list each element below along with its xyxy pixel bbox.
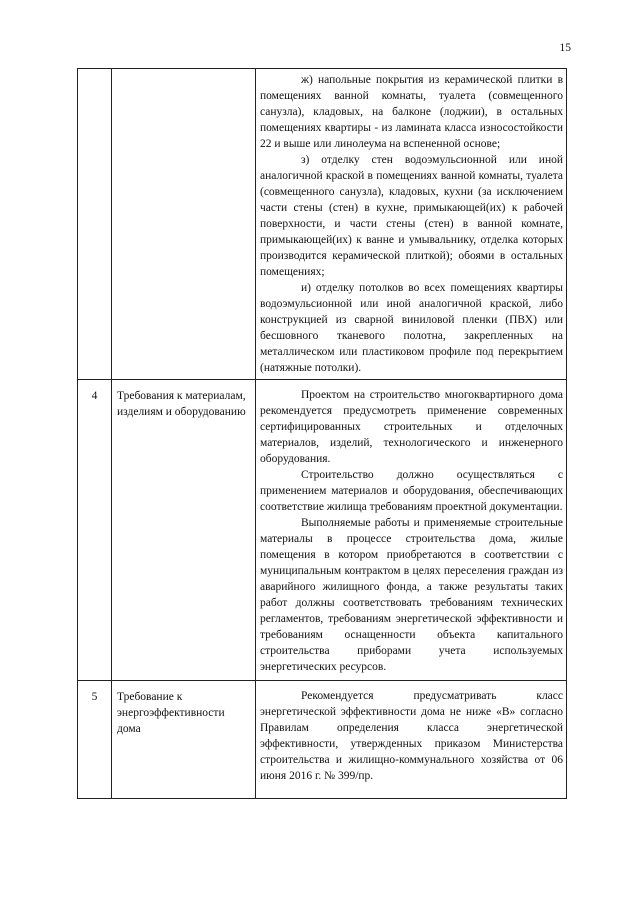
requirement-name: Требования к материалам, изделиям и оборудованию xyxy=(112,380,256,681)
table-row xyxy=(78,69,567,380)
requirement-name xyxy=(112,69,256,380)
page-number: 15 xyxy=(559,42,571,54)
paragraph: Выполняемые работы и применяемые строительные материалы в процессе строительства дома, жилые помещения в котором приобретаются в соответствии с муниципальным контрактом в целях переселения граждан из аварийного жилищного фонда, а также результаты таких работ должны соответствовать требованиям технических регламентов, требованиям энергетической эффективности и требованиям оснащенности объекта капитального строительства приборами учета используемых энергетических ресурсов. xyxy=(260,517,563,673)
requirements-table xyxy=(77,68,567,799)
requirement-content xyxy=(256,681,567,799)
paragraph: з) отделку стен водоэмульсионной или иной аналогичной краской в помещениях ванной комнаты, туалета (совмещенного санузла), кладовых, кухни (за исключением части стены (стен) в кухне, примыкающей(их) к рабочей поверхности, и части стены (стен) в ванной комнате, примыкающей(их) к ванне и умывальнику, отделка которых производится керамической плиткой); обоями в остальных помещениях; xyxy=(260,154,563,278)
paragraph: и) отделку потолков во всех помещениях квартиры водоэмульсионной или иной аналогичной краской, либо конструкцией из сварной виниловой пленки (ПВХ) или бесшовного тканевого полотна, закрепленных на металлическом или пластиковом профиле под перекрытием (натяжные потолки). xyxy=(260,282,563,374)
row-number xyxy=(78,69,112,380)
requirement-content xyxy=(256,380,567,681)
requirement-content xyxy=(256,69,567,380)
table-row xyxy=(78,681,567,799)
paragraph: Проектом на строительство многоквартирного дома рекомендуется предусмотреть применение современных сертифицированных строительных и отделочных материалов, изделий, технологического и инженерного оборудования. xyxy=(260,389,563,465)
row-number: 4 xyxy=(78,380,112,681)
row-number: 5 xyxy=(78,681,112,799)
paragraph: Рекомендуется предусматривать класс энергетической эффективности дома не ниже «В» согласно Правилам определения класса энергетической эффективности, утвержденных приказом Министерства строительства и жилищно-коммунального хозяйства от 06 июня 2016 г. № 399/пр. xyxy=(260,690,563,782)
paragraph: ж) напольные покрытия из керамической плитки в помещениях ванной комнаты, туалета (совмещенного санузла), кладовых, на балконе (лоджии), в остальных помещениях квартиры - из ламината класса износостойкости 22 и выше или линолеума на вспененной основе; xyxy=(260,74,563,150)
paragraph: Строительство должно осуществляться с применением материалов и оборудования, обеспечивающих соответствие жилища требованиям проектной документации. xyxy=(260,469,563,513)
table-row xyxy=(78,380,567,681)
requirement-name: Требование к энергоэффективности дома xyxy=(112,681,256,799)
